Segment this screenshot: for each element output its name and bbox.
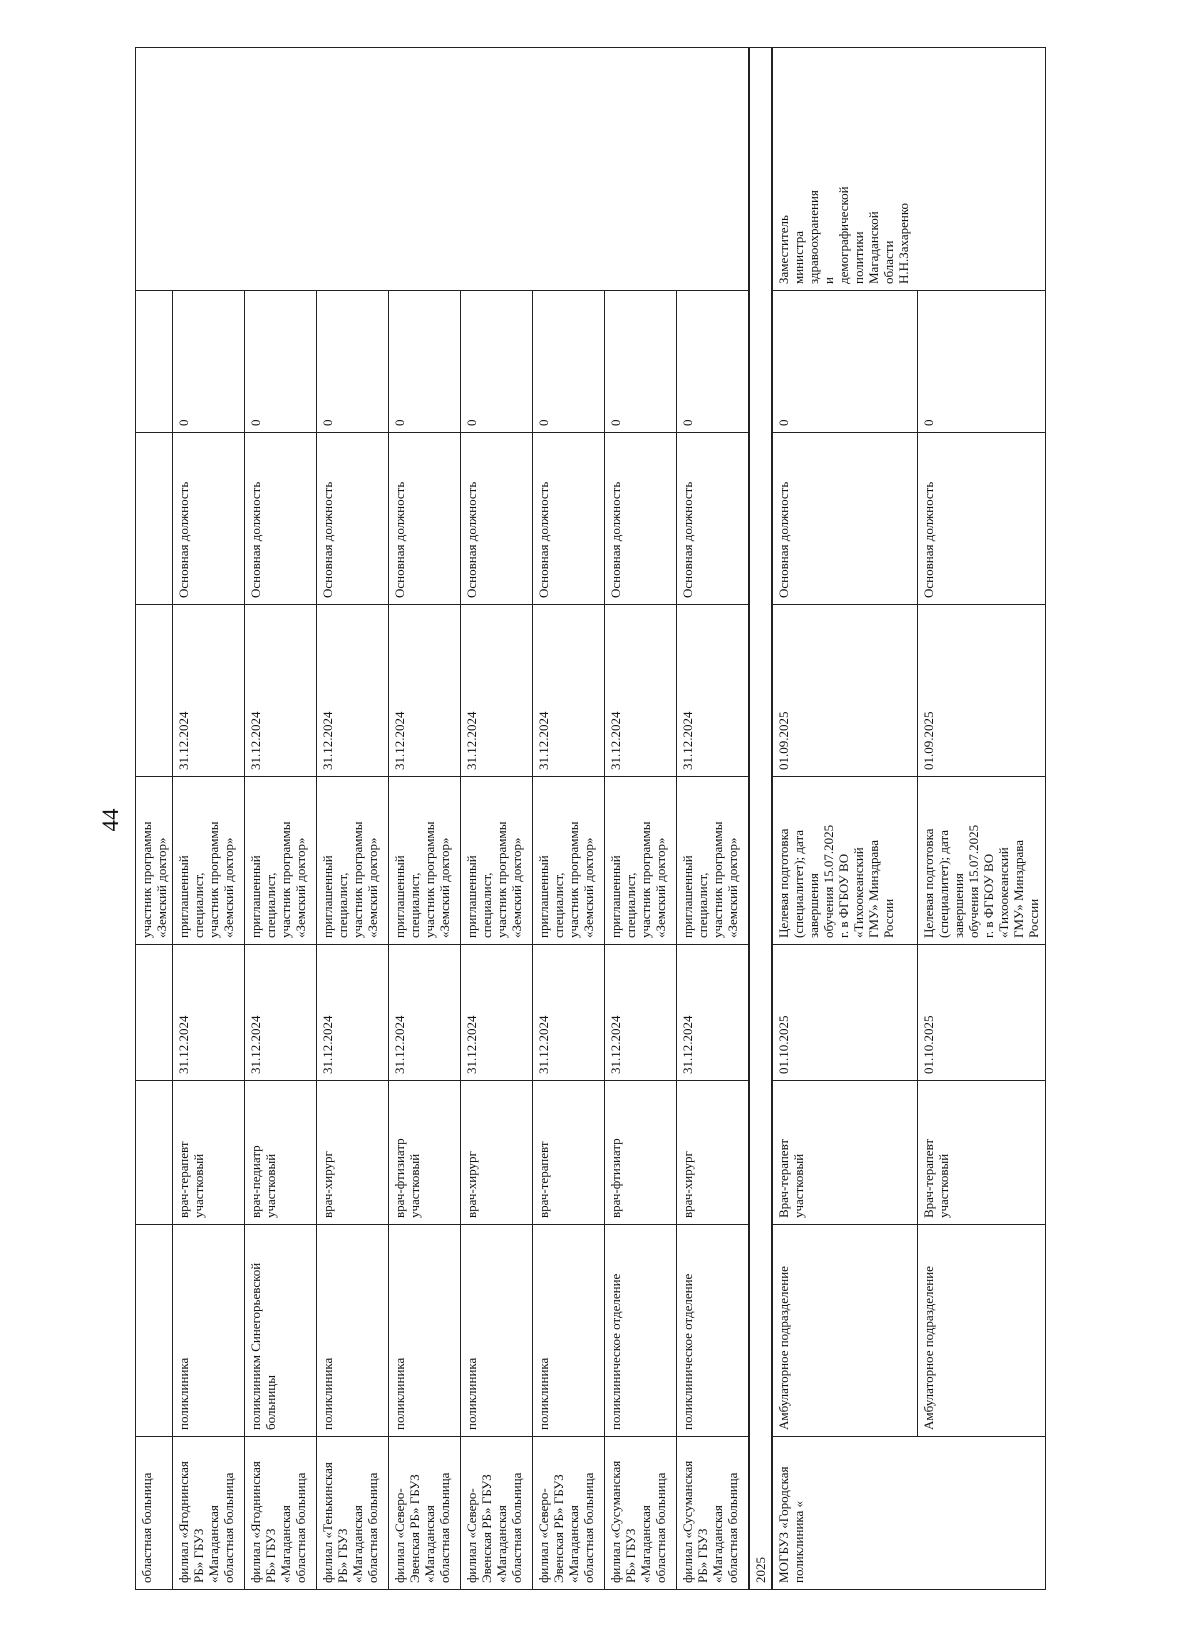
status-cell: приглашенный специалист, участник программы «Земский доктор»	[605, 777, 677, 945]
count-cell: 0	[772, 291, 918, 433]
status-cell: приглашенный специалист, участник программы «Земский доктор»	[389, 777, 461, 945]
page-number: 44	[98, 808, 123, 832]
date2-cell: 31.12.2024	[605, 605, 677, 777]
date1-cell: 31.12.2024	[389, 945, 461, 1081]
org-cell: МОГБУЗ «Городская поликлиника «	[772, 1437, 1046, 1590]
unit-cell: поликлиника	[533, 1225, 605, 1437]
position-cell: врач-фтизиатр участковый	[389, 1081, 461, 1225]
date1-cell: 31.12.2024	[461, 945, 533, 1081]
employment-cell: Основная должность	[677, 433, 749, 605]
org-cell: филиал «Сусуманская РБ» ГБУЗ «Магаданская областная больница	[677, 1437, 749, 1590]
position-cell: врач-терапевт	[533, 1081, 605, 1225]
date1-cell: 01.10.2025	[918, 945, 1046, 1081]
position-cell: Врач-терапевт участковый	[918, 1081, 1046, 1225]
date2-cell: 01.09.2025	[918, 605, 1046, 777]
employment-cell: Основная должность	[772, 433, 918, 605]
count-cell: 0	[605, 291, 677, 433]
year-label: 2025	[749, 48, 772, 1590]
unit-cell	[136, 1225, 173, 1437]
org-cell: филиал «Тенькинская РБ» ГБУЗ «Магаданская областная больница	[317, 1437, 389, 1590]
count-cell: 0	[389, 291, 461, 433]
date2-cell: 31.12.2024	[461, 605, 533, 777]
date2-cell: 31.12.2024	[245, 605, 317, 777]
position-cell: врач-хирург	[677, 1081, 749, 1225]
count-cell	[136, 291, 173, 433]
employment-cell: Основная должность	[461, 433, 533, 605]
signatory-cell: Заместитель министра здравоохранения и демографической политики Магаданской области Н.Н.Захаренко	[772, 48, 1046, 291]
date2-cell: 31.12.2024	[677, 605, 749, 777]
date1-cell: 31.12.2024	[605, 945, 677, 1081]
employment-cell: Основная должность	[605, 433, 677, 605]
status-cell: приглашенный специалист, участник программы «Земский доктор»	[677, 777, 749, 945]
vacancy-table	[135, 47, 1046, 1590]
unit-cell: Амбулаторное подразделение	[918, 1225, 1046, 1437]
count-cell: 0	[317, 291, 389, 433]
employment-cell: Основная должность	[245, 433, 317, 605]
count-cell: 0	[677, 291, 749, 433]
position-cell: Врач-терапевт участковый	[772, 1081, 918, 1225]
date1-cell: 31.12.2024	[245, 945, 317, 1081]
status-cell: Целевая подготовка (специалитет); дата завершения обучения 15.07.2025 г. в ФГБОУ ВО «Тихоокеанский ГМУ» Минздрава России	[918, 777, 1046, 945]
date2-cell: 31.12.2024	[533, 605, 605, 777]
employment-cell: Основная должность	[389, 433, 461, 605]
count-cell: 0	[461, 291, 533, 433]
count-cell: 0	[918, 291, 1046, 433]
date1-cell: 01.10.2025	[772, 945, 918, 1081]
status-cell: приглашенный специалист, участник программы «Земский доктор»	[317, 777, 389, 945]
table-row	[772, 48, 918, 1590]
position-cell: врач-хирург	[317, 1081, 389, 1225]
org-cell: филиал «Ягоднинская РБ» ГБУЗ «Магаданская областная больница	[173, 1437, 245, 1590]
position-cell: врач-хирург	[461, 1081, 533, 1225]
unit-cell: поликлиникм Синегорьевской больницы	[245, 1225, 317, 1437]
employment-cell: Основная должность	[533, 433, 605, 605]
position-cell: врач-фтизиатр	[605, 1081, 677, 1225]
org-cell: областная больница	[136, 1437, 173, 1590]
position-cell	[136, 1081, 173, 1225]
org-cell: филиал «Северо- Эвенская РБ» ГБУЗ «Магаданская областная больница	[389, 1437, 461, 1590]
status-cell: приглашенный специалист, участник программы «Земский доктор»	[533, 777, 605, 945]
status-cell: участник программы «Земский доктор»	[136, 777, 173, 945]
employment-cell	[136, 433, 173, 605]
employment-cell: Основная должность	[173, 433, 245, 605]
rotated-table-container	[135, 48, 1041, 1590]
unit-cell: поликлиническое отделение	[677, 1225, 749, 1437]
date2-cell: 31.12.2024	[389, 605, 461, 777]
employment-cell: Основная должность	[918, 433, 1046, 605]
count-cell: 0	[173, 291, 245, 433]
org-cell: филиал «Северо- Эвенская РБ» ГБУЗ «Магаданская областная больница	[461, 1437, 533, 1590]
unit-cell: Амбулаторное подразделение	[772, 1225, 918, 1437]
unit-cell: поликлиника	[389, 1225, 461, 1437]
date1-cell	[136, 945, 173, 1081]
unit-cell: поликлиническое отделение	[605, 1225, 677, 1437]
position-cell: врач-педиатр участковый	[245, 1081, 317, 1225]
status-cell: приглашенный специалист, участник программы «Земский доктор»	[245, 777, 317, 945]
unit-cell: поликлиника	[461, 1225, 533, 1437]
status-cell: приглашенный специалист, участник программы «Земский доктор»	[173, 777, 245, 945]
count-cell: 0	[533, 291, 605, 433]
org-cell: филиал «Северо- Эвенская РБ» ГБУЗ «Магаданская областная больница	[533, 1437, 605, 1590]
org-cell: филиал «Ягоднинская РБ» ГБУЗ «Магаданская областная больница	[245, 1437, 317, 1590]
unit-cell: поликлиника	[317, 1225, 389, 1437]
count-cell: 0	[245, 291, 317, 433]
status-cell: Целевая подготовка (специалитет); дата завершения обучения 15.07.2025 г. в ФГБОУ ВО «Тихоокеанский ГМУ» Минздрава России	[772, 777, 918, 945]
date2-cell	[136, 605, 173, 777]
date1-cell: 31.12.2024	[533, 945, 605, 1081]
date1-cell: 31.12.2024	[173, 945, 245, 1081]
date1-cell: 31.12.2024	[317, 945, 389, 1081]
employment-cell: Основная должность	[317, 433, 389, 605]
status-cell: приглашенный специалист, участник программы «Земский доктор»	[461, 777, 533, 945]
position-cell: врач-терапевт участковый	[173, 1081, 245, 1225]
date2-cell: 31.12.2024	[173, 605, 245, 777]
date2-cell: 01.09.2025	[772, 605, 918, 777]
date1-cell: 31.12.2024	[677, 945, 749, 1081]
year-row	[749, 48, 772, 1590]
unit-cell: поликлиника	[173, 1225, 245, 1437]
org-cell: филиал «Сусуманская РБ» ГБУЗ «Магаданская областная больница	[605, 1437, 677, 1590]
note-cell	[136, 48, 749, 291]
date2-cell: 31.12.2024	[317, 605, 389, 777]
table-row	[136, 48, 173, 1590]
